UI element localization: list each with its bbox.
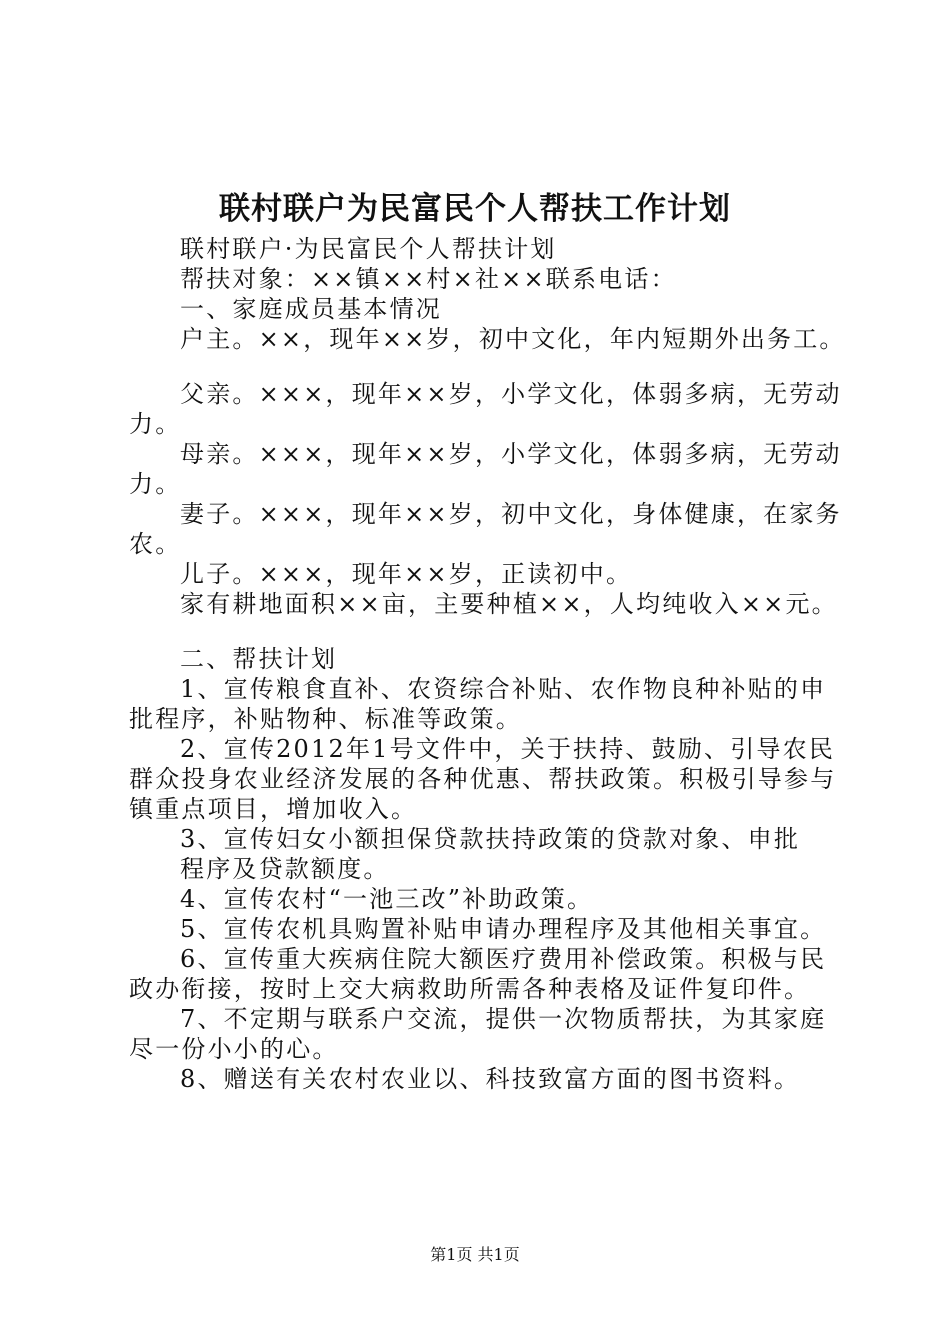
plan-item-8: 8、赠送有关农村农业以、科技致富方面的图书资料。 xyxy=(180,1065,801,1093)
paragraph-subtitle: 联村联户·为民富民个人帮扶计划 xyxy=(180,235,557,263)
page-footer: 第1页 共1页 xyxy=(430,1245,520,1264)
paragraph-householder: 户主。××，现年××岁，初中文化，年内短期外出务工。 xyxy=(180,325,846,353)
plan-item-3: 3、宣传妇女小额担保贷款扶持政策的贷款对象、申批 xyxy=(180,825,801,853)
section-heading-plan: 二、帮扶计划 xyxy=(180,645,338,673)
paragraph-farmland: 家有耕地面积××亩，主要种植××，人均纯收入××元。 xyxy=(180,590,838,618)
paragraph-father: 父亲。×××，现年××岁，小学文化，体弱多病，无劳动力。 xyxy=(129,380,842,438)
paragraph-mother: 母亲。×××，现年××岁，小学文化，体弱多病，无劳动力。 xyxy=(129,440,842,498)
paragraph-target: 帮扶对象：××镇××村×社××联系电话： xyxy=(180,265,677,293)
paragraph-wife: 妻子。×××，现年××岁，初中文化，身体健康，在家务农。 xyxy=(129,500,842,558)
document-title: 联村联户为民富民个人帮扶工作计划 xyxy=(219,191,731,227)
document-body xyxy=(129,234,849,1094)
plan-item-3-continued: 程序及贷款额度。 xyxy=(180,855,390,883)
section-heading-family: 一、家庭成员基本情况 xyxy=(180,295,442,323)
plan-item-2: 2、宣传2012年1号文件中，关于扶持、鼓励、引导农民群众投身农业经济发展的各种优惠、帮扶政策。积极引导参与镇重点项目，增加收入。 xyxy=(129,735,837,823)
plan-item-4: 4、宣传农村“一池三改”补助政策。 xyxy=(180,885,594,913)
plan-item-5: 5、宣传农机具购置补贴申请办理程序及其他相关事宜。 xyxy=(180,915,827,943)
plan-item-6: 6、宣传重大疾病住院大额医疗费用补偿政策。积极与民政办衔接，按时上交大病救助所需各种表格及证件复印件。 xyxy=(129,945,827,1003)
paragraph-son: 儿子。×××，现年××岁，正读初中。 xyxy=(180,560,633,588)
plan-item-7: 7、不定期与联系户交流，提供一次物质帮扶，为其家庭尽一份小小的心。 xyxy=(129,1005,827,1063)
plan-item-1: 1、宣传粮食直补、农资综合补贴、农作物良种补贴的申批程序，补贴物种、标准等政策。 xyxy=(129,675,827,733)
